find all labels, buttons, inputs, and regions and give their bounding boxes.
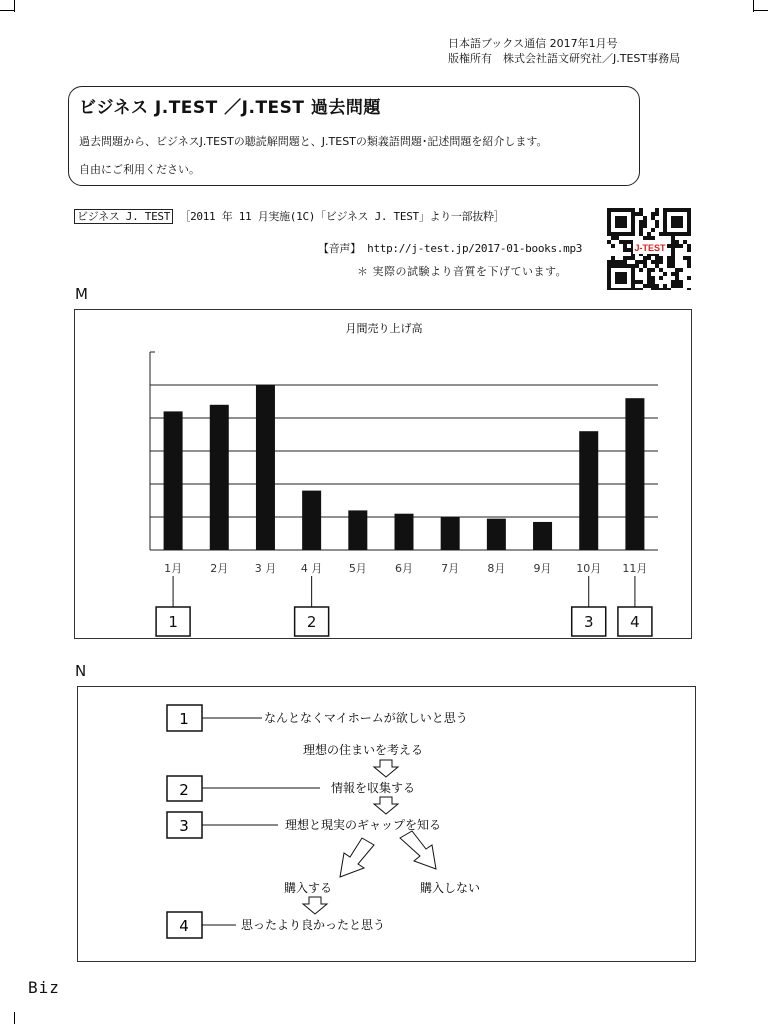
qr-module (687, 208, 691, 212)
qr-module (619, 216, 623, 220)
qr-module (667, 264, 671, 268)
qr-module (671, 220, 675, 224)
flow-step2-num: 2 (179, 781, 189, 799)
flow-step2-text: 情報を収集する (331, 781, 416, 795)
qr-module (679, 208, 683, 212)
flow-diagram-frame (77, 686, 696, 962)
crop-mark-bottom-left-v (14, 1012, 15, 1024)
qr-module (687, 260, 691, 264)
flow-down-arrow-2 (374, 797, 398, 814)
qr-module (647, 280, 651, 284)
qr-module (635, 260, 639, 264)
qr-module (607, 232, 611, 236)
qr-module (607, 240, 611, 244)
qr-module (611, 288, 615, 290)
qr-module (671, 280, 675, 284)
section-m-label: M (75, 285, 88, 303)
footer-biz: Biz (28, 978, 60, 997)
qr-module (679, 220, 683, 224)
qr-module (639, 220, 643, 224)
qr-module (687, 232, 691, 236)
intro-line-1: 過去問題から、ビジネスJ.TESTの聴読解問題と、J.TESTの類義語問題･記述問題を紹介します。 (79, 135, 548, 148)
header-issue: 日本語ブックス通信 2017年1月号 (448, 37, 618, 50)
qr-module (623, 244, 627, 248)
qr-module (683, 232, 687, 236)
qr-module (623, 220, 627, 224)
qr-module (667, 288, 671, 290)
qr-module (623, 288, 627, 290)
qr-module (635, 264, 639, 268)
bar-4 (302, 491, 321, 550)
qr-module (671, 244, 675, 248)
qr-module (659, 276, 663, 280)
flow-branch-arrow-nobuy (400, 831, 436, 869)
x-tick-label-3: 3 月 (254, 562, 277, 575)
qr-module (687, 244, 691, 248)
qr-module (639, 228, 643, 232)
qr-module (675, 284, 679, 288)
intro-line-2: 自由にご利用ください。 (79, 163, 200, 176)
qr-module (611, 232, 615, 236)
x-tick-label-2: 2月 (210, 562, 229, 575)
qr-module (675, 268, 679, 272)
qr-module (619, 264, 623, 268)
qr-module (687, 216, 691, 220)
qr-module (675, 240, 679, 244)
qr-module (639, 280, 643, 284)
qr-module (627, 288, 631, 290)
source-text: ［2011 年 11 月実施(1C)「ビジネス J. TEST」より一部抜粋］ (179, 210, 505, 223)
qr-module (671, 260, 675, 264)
qr-module (619, 288, 623, 290)
flow-step3-num: 3 (179, 817, 189, 835)
qr-module (683, 208, 687, 212)
qr-module (639, 232, 643, 236)
bar-8 (487, 519, 506, 550)
qr-module (643, 256, 647, 260)
qr-module (651, 276, 655, 280)
qr-module (607, 268, 611, 272)
qr-module (631, 232, 635, 236)
bar-10 (579, 431, 598, 550)
qr-module (623, 240, 627, 244)
qr-module (655, 284, 659, 288)
qr-module (615, 272, 619, 276)
qr-module (607, 216, 611, 220)
qr-module (623, 224, 627, 228)
qr-module (659, 268, 663, 272)
qr-module (607, 288, 611, 290)
qr-module (631, 216, 635, 220)
qr-module (663, 216, 667, 220)
qr-module (651, 212, 655, 216)
qr-module (623, 264, 627, 268)
qr-module (647, 256, 651, 260)
bar-9 (533, 522, 552, 550)
qr-module (655, 288, 659, 290)
qr-module (687, 228, 691, 232)
flow-branch-buy: 購入する (284, 881, 333, 895)
qr-module (631, 256, 635, 260)
qr-module (647, 272, 651, 276)
qr-module (623, 256, 627, 260)
chart-frame (74, 309, 692, 639)
qr-module (663, 212, 667, 216)
qr-module (623, 232, 627, 236)
qr-module (607, 260, 611, 264)
flow-step1-num: 1 (179, 710, 189, 728)
qr-module (667, 208, 671, 212)
qr-module (671, 284, 675, 288)
qr-module (615, 208, 619, 212)
qr-module (671, 272, 675, 276)
qr-module (667, 256, 671, 260)
qr-module (607, 212, 611, 216)
qr-module (643, 236, 647, 240)
qr-module (675, 208, 679, 212)
bar-2 (210, 405, 229, 550)
qr-module (619, 224, 623, 228)
qr-module (607, 208, 611, 212)
flow-step4-text: 思ったより良かったと思う (241, 918, 386, 932)
qr-module (611, 260, 615, 264)
qr-module (615, 264, 619, 268)
qr-module (687, 264, 691, 268)
qr-module (627, 256, 631, 260)
qr-module (643, 220, 647, 224)
qr-module (659, 288, 663, 290)
qr-module (659, 232, 663, 236)
qr-module (671, 240, 675, 244)
x-tick-label-1: 1月 (164, 562, 183, 575)
x-tick-label-11: 11月 (622, 562, 648, 575)
flow-down-arrow-1 (374, 760, 398, 777)
bar-11 (625, 398, 644, 550)
bar-1 (164, 411, 183, 550)
qr-module (647, 268, 651, 272)
crop-mark-top-left-h (0, 10, 14, 11)
qr-module (687, 220, 691, 224)
home-buying-flow-diagram (78, 687, 697, 963)
qr-module (671, 264, 675, 268)
source-line (74, 208, 504, 224)
qr-module (631, 280, 635, 284)
qr-module (675, 224, 679, 228)
qr-module (651, 268, 655, 272)
title-box (68, 86, 640, 186)
qr-module (663, 208, 667, 212)
qr-module (635, 280, 639, 284)
qr-module (615, 288, 619, 290)
bar-5 (348, 510, 367, 550)
marker-label-1: 1 (168, 613, 178, 631)
qr-module (675, 220, 679, 224)
qr-module (639, 268, 643, 272)
qr-code-image (607, 208, 691, 290)
publication-header (448, 36, 680, 66)
qr-module (639, 224, 643, 228)
x-tick-label-7: 7月 (441, 562, 460, 575)
qr-module (619, 272, 623, 276)
qr-module (651, 236, 655, 240)
qr-module (663, 220, 667, 224)
qr-module (663, 284, 667, 288)
bar-6 (395, 514, 414, 550)
x-tick-label-4: 4 月 (300, 562, 323, 575)
qr-module (655, 256, 659, 260)
qr-module (619, 276, 623, 280)
bar-7 (441, 517, 460, 550)
section-n-label: N (75, 662, 87, 680)
qr-module (615, 260, 619, 264)
qr-module (647, 232, 651, 236)
flow-step1-text: なんとなくマイホームが欲しいと思う (264, 711, 468, 725)
qr-module (627, 208, 631, 212)
qr-module (615, 220, 619, 224)
qr-module (663, 224, 667, 228)
qr-module (623, 248, 627, 252)
qr-module (683, 256, 687, 260)
qr-module (671, 216, 675, 220)
qr-module (651, 260, 655, 264)
qr-module (667, 260, 671, 264)
qr-module (615, 216, 619, 220)
qr-module (643, 224, 647, 228)
qr-module (611, 256, 615, 260)
qr-module (635, 288, 639, 290)
qr-module (611, 208, 615, 212)
qr-module (615, 236, 619, 240)
qr-module (679, 284, 683, 288)
qr-module (663, 232, 667, 236)
qr-module (651, 228, 655, 232)
qr-module (631, 212, 635, 216)
qr-module (607, 224, 611, 228)
qr-module (611, 264, 615, 268)
qr-module (607, 220, 611, 224)
flow-down-arrow-3 (303, 897, 327, 914)
qr-module (631, 272, 635, 276)
qr-module (627, 248, 631, 252)
qr-module (643, 216, 647, 220)
flow-think-text: 理想の住まいを考える (303, 743, 424, 757)
sales-bar-chart (75, 310, 693, 640)
source-tag: ビジネス J. TEST (74, 209, 173, 224)
qr-module (623, 260, 627, 264)
qr-module (619, 240, 623, 244)
qr-module (675, 244, 679, 248)
qr-module (659, 260, 663, 264)
qr-module (655, 212, 659, 216)
qr-module (619, 232, 623, 236)
qr-module (671, 232, 675, 236)
qr-module (623, 280, 627, 284)
qr-logo-text: J-TEST (634, 243, 666, 253)
crop-mark-top-left-v (14, 0, 15, 12)
qr-module (631, 276, 635, 280)
qr-module (631, 224, 635, 228)
qr-module (607, 228, 611, 232)
qr-module (675, 232, 679, 236)
marker-label-3: 3 (583, 613, 594, 631)
qr-module (631, 220, 635, 224)
qr-module (611, 236, 615, 240)
flow-step4-num: 4 (179, 917, 189, 935)
qr-module (631, 288, 635, 290)
qr-module (619, 208, 623, 212)
qr-module (631, 208, 635, 212)
qr-module (675, 276, 679, 280)
qr-module (667, 232, 671, 236)
qr-module (651, 280, 655, 284)
flow-branch-arrow-buy (340, 838, 374, 877)
qr-module (683, 240, 687, 244)
qr-module (623, 208, 627, 212)
qr-module (619, 220, 623, 224)
chart-title: 月間売り上げ高 (345, 322, 423, 335)
qr-module (607, 272, 611, 276)
x-tick-label-8: 8月 (487, 562, 506, 575)
qr-module (687, 276, 691, 280)
qr-module (667, 244, 671, 248)
qr-module (623, 276, 627, 280)
flow-step3-text: 理想と現実のギャップを知る (285, 818, 442, 832)
qr-module (671, 256, 675, 260)
crop-mark-top-right-v (753, 0, 754, 12)
qr-module (615, 232, 619, 236)
qr-module (679, 232, 683, 236)
header-copyright: 版権所有 株式会社語文研究社／J.TEST事務局 (448, 52, 681, 65)
qr-module (623, 272, 627, 276)
marker-label-4: 4 (630, 613, 640, 631)
qr-module (675, 280, 679, 284)
qr-code[interactable] (607, 208, 691, 290)
qr-module (687, 248, 691, 252)
qr-module (643, 260, 647, 264)
qr-module (687, 212, 691, 216)
audio-link[interactable]: 【音声】 http://j-test.jp/2017-01-books.mp3 (318, 242, 583, 255)
qr-module (639, 208, 643, 212)
qr-module (655, 208, 659, 212)
qr-module (651, 216, 655, 220)
qr-module (643, 264, 647, 268)
qr-module (655, 264, 659, 268)
qr-module (671, 248, 675, 252)
qr-module (651, 288, 655, 290)
qr-module (679, 268, 683, 272)
qr-module (679, 244, 683, 248)
qr-module (671, 208, 675, 212)
qr-module (655, 220, 659, 224)
qr-module (651, 284, 655, 288)
qr-module (679, 216, 683, 220)
qr-module (607, 284, 611, 288)
qr-module (627, 240, 631, 244)
qr-module (631, 264, 635, 268)
qr-module (639, 260, 643, 264)
qr-module (663, 272, 667, 276)
qr-module (639, 288, 643, 290)
qr-module (623, 216, 627, 220)
qr-module (627, 232, 631, 236)
crop-mark-top-right-h (754, 10, 768, 11)
qr-module (647, 276, 651, 280)
page-title: ビジネス J.TEST ／J.TEST 過去問題 (79, 98, 381, 118)
qr-module (663, 288, 667, 290)
qr-module (627, 264, 631, 268)
qr-module (631, 284, 635, 288)
qr-module (687, 256, 691, 260)
qr-module (659, 256, 663, 260)
qr-module (639, 212, 643, 216)
qr-module (643, 284, 647, 288)
qr-module (671, 252, 675, 256)
qr-module (647, 236, 651, 240)
x-tick-label-5: 5月 (348, 562, 367, 575)
qr-module (679, 280, 683, 284)
flow-branch-nobuy: 購入しない (420, 881, 481, 895)
qr-module (655, 224, 659, 228)
qr-module (675, 272, 679, 276)
qr-module (647, 284, 651, 288)
qr-module (615, 224, 619, 228)
x-tick-label-9: 9月 (533, 562, 552, 575)
qr-module (611, 244, 615, 248)
audio-note: ＊ 実際の試験より音質を下げています。 (357, 265, 568, 278)
qr-module (655, 260, 659, 264)
qr-module (607, 280, 611, 284)
x-tick-label-6: 6月 (395, 562, 413, 575)
qr-module (607, 264, 611, 268)
x-tick-label-10: 10月 (576, 562, 602, 575)
qr-module (635, 212, 639, 216)
qr-module (615, 280, 619, 284)
qr-module (687, 224, 691, 228)
qr-module (687, 288, 691, 290)
qr-module (631, 228, 635, 232)
bar-3 (256, 385, 275, 550)
qr-module (671, 236, 675, 240)
qr-module (619, 280, 623, 284)
marker-label-2: 2 (306, 613, 317, 631)
qr-module (631, 268, 635, 272)
qr-module (619, 260, 623, 264)
qr-module (671, 224, 675, 228)
qr-module (679, 224, 683, 228)
qr-module (663, 228, 667, 232)
qr-module (607, 276, 611, 280)
qr-module (615, 276, 619, 280)
qr-module (675, 216, 679, 220)
